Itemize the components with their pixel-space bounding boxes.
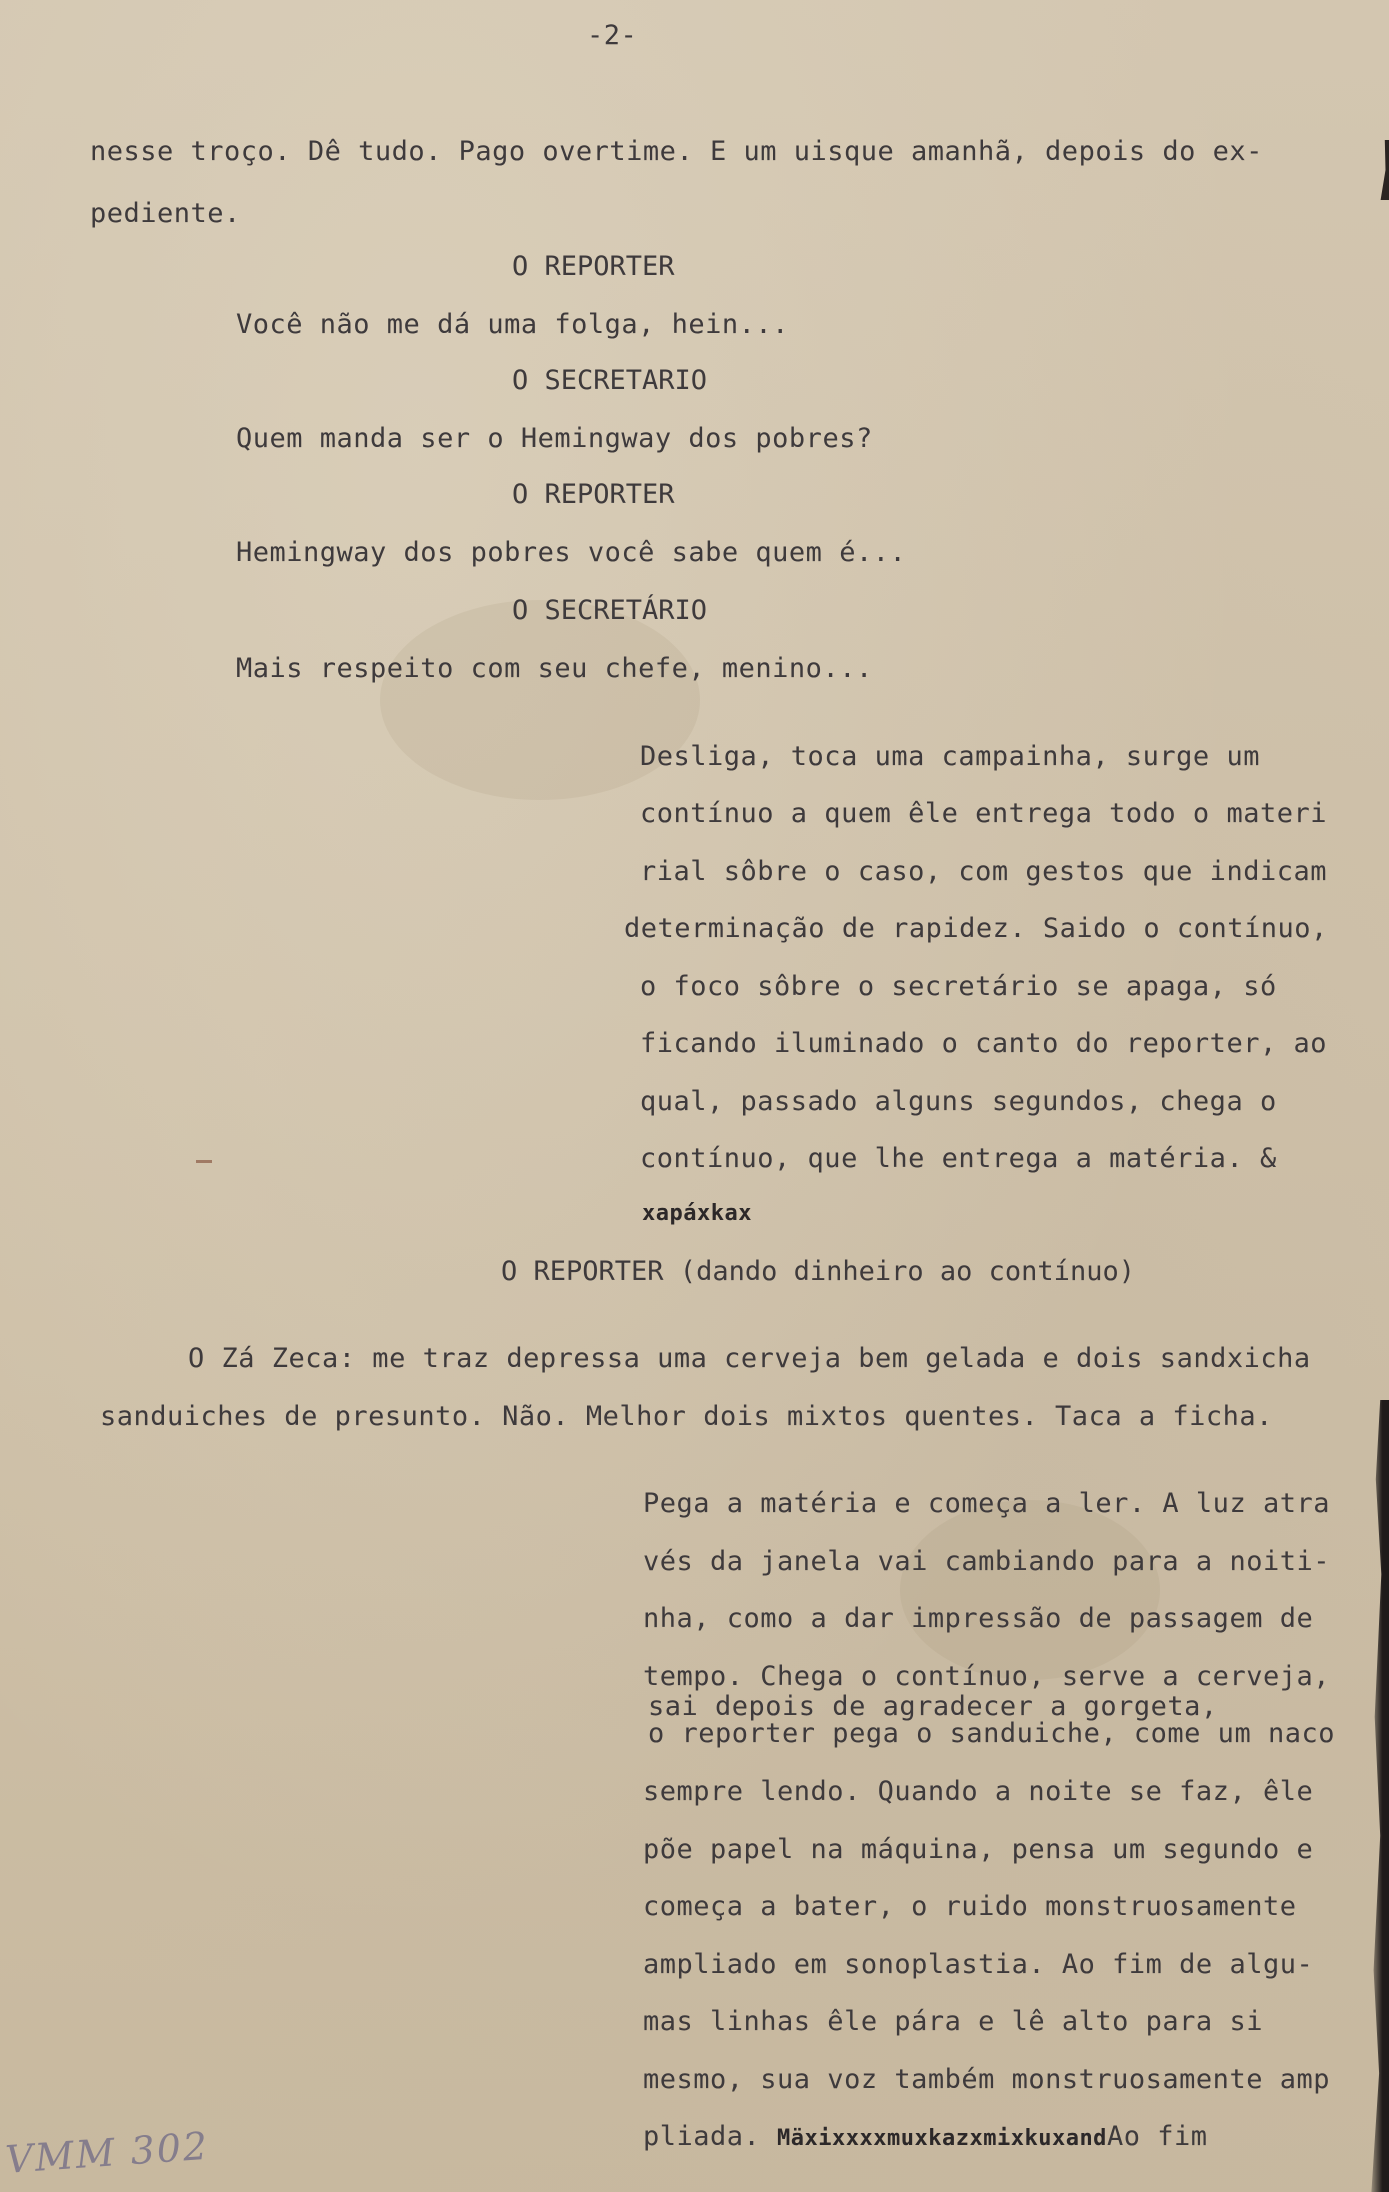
struck-out-text: xapáxkax <box>642 1201 752 1226</box>
dialogue-line: Hemingway dos pobres você sabe quem é... <box>236 537 907 568</box>
handwritten-annotation: VMM 302 <box>4 2123 211 2182</box>
stage-direction-line: começa a bater, o ruido monstruosamente <box>643 1891 1297 1922</box>
stage-direction-line: sempre lendo. Quando a noite se faz, êle <box>643 1776 1314 1807</box>
stage-direction-line: mas linhas êle pára e lê alto para si <box>643 2006 1263 2037</box>
stage-direction-line: põe papel na máquina, pensa um segundo e <box>643 1834 1314 1865</box>
struck-out-text: Mäxixxxxmuxkazxmixkuxand <box>777 2126 1107 2151</box>
pen-mark <box>196 1160 212 1163</box>
dialogue-line: O Zá Zeca: me traz depressa uma cerveja bem gelada e dois sandxicha <box>188 1343 1311 1374</box>
speaker-name: O REPORTER (dando dinheiro ao contínuo) <box>501 1256 1135 1287</box>
stage-direction-line: mesmo, sua voz também monstruosamente amp <box>643 2064 1330 2095</box>
stage-direction-line: rial sôbre o caso, com gestos que indicam <box>640 856 1327 887</box>
stage-direction-line: ampliado em sonoplastia. Ao fim de algu- <box>643 1949 1314 1980</box>
stage-direction-line: vés da janela vai cambiando para a noiti- <box>643 1546 1330 1577</box>
stage-direction-line: Pega a matéria e começa a ler. A luz atra <box>643 1488 1330 1519</box>
stage-direction-line <box>643 2123 1207 2150</box>
stage-direction-line: contínuo a quem êle entrega todo o materi <box>640 798 1327 829</box>
stage-direction-line: o reporter pega o sanduiche, come um naco <box>648 1718 1335 1749</box>
text-line: pediente. <box>90 198 241 229</box>
text-fragment: Ao fim <box>1106 2121 1208 2152</box>
torn-edge <box>1367 1400 1389 2192</box>
stage-direction-line: Desliga, toca uma campainha, surge um <box>640 741 1260 772</box>
stage-direction-line: o foco sôbre o secretário se apaga, só <box>640 971 1277 1002</box>
speaker-name: O SECRETARIO <box>512 365 708 396</box>
torn-edge <box>1375 140 1389 200</box>
stage-direction-line: determinação de rapidez. Saido o contínuo, <box>624 913 1328 944</box>
speaker-name: O SECRETÁRIO <box>512 595 708 626</box>
text-line: nesse troço. Dê tudo. Pago overtime. E um uisque amanhã, depois do ex- <box>90 136 1263 167</box>
stage-direction-line: nha, como a dar impressão de passagem de <box>643 1603 1314 1634</box>
dialogue-line: sanduiches de presunto. Não. Melhor dois mixtos quentes. Taca a ficha. <box>100 1401 1273 1432</box>
stage-direction-line: contínuo, que lhe entrega a matéria. & <box>640 1143 1277 1174</box>
speaker-name: O REPORTER <box>512 479 675 510</box>
page-number: -2- <box>587 20 638 51</box>
paper-stain <box>900 1500 1160 1680</box>
dialogue-line: Você não me dá uma folga, hein... <box>236 309 789 340</box>
speaker-name: O REPORTER <box>512 251 675 282</box>
dialogue-line: Quem manda ser o Hemingway dos pobres? <box>236 423 873 454</box>
stage-direction-line: qual, passado alguns segundos, chega o <box>640 1086 1277 1117</box>
text-fragment: pliada. <box>643 2121 778 2152</box>
stage-direction-line: ficando iluminado o canto do reporter, ao <box>640 1028 1327 1059</box>
inserted-line: sai depois de agradecer a gorgeta, <box>648 1691 1218 1722</box>
dialogue-line: Mais respeito com seu chefe, menino... <box>236 653 873 684</box>
stage-direction-line: tempo. Chega o contínuo, serve a cerveja, <box>643 1661 1330 1692</box>
